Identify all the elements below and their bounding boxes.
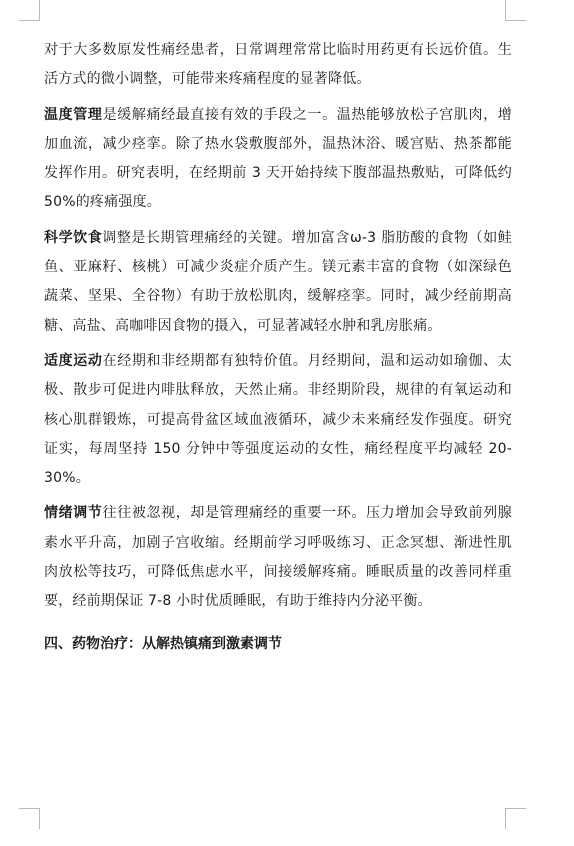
paragraph-lead: 科学饮食 (44, 229, 103, 246)
intro-paragraph (44, 36, 512, 95)
paragraph-lead: 适度运动 (44, 352, 103, 369)
section-heading: 四、药物治疗：从解热镇痛到激素调节 (44, 635, 282, 652)
paragraph-lead: 温度管理 (44, 106, 103, 123)
emotion-paragraph (44, 499, 512, 616)
paragraph-text: 对于大多数原发性痛经患者，日常调理常常比临时用药更有长远价值。生活方式的微小调整，可能带来疼痛程度的显著降低。 (44, 42, 512, 88)
paragraph-text: 调整是长期管理痛经的关键。增加富含ω-3 脂肪酸的食物（如鲑鱼、亚麻籽、核桃）可减少炎症介质产生。镁元素丰富的食物（如深绿色蔬菜、坚果、全谷物）有助于放松肌肉，缓解痉挛。同时，减少经前期高糖、高盐、高咖啡因食物的摄入，可显著减轻水肿和乳房胀痛。 (44, 229, 512, 334)
exercise-paragraph (44, 347, 512, 493)
diet-paragraph (44, 224, 512, 341)
paragraph-text: 往往被忽视，却是管理痛经的重要一环。压力增加会导致前列腺素水平升高，加剧子宫收缩。经期前学习呼吸练习、正念冥想、渐进性肌肉放松等技巧，可降低焦虑水平，间接缓解疼痛。睡眠质量的改善同样重要，经前期保证 7-8 小时优质睡眠，有助于维持内分泌平衡。 (44, 505, 512, 610)
document-body (44, 36, 512, 659)
page-corner-mark-bottom-left (19, 808, 40, 829)
page-corner-mark-top-right (505, 0, 526, 21)
paragraph-text: 在经期和非经期都有独特价值。月经期间，温和运动如瑜伽、太极、散步可促进内啡肽释放，天然止痛。非经期阶段，规律的有氧运动和核心肌群锻炼，可提高骨盆区域血液循环，减少未来痛经发作强度。研究证实，每周坚持 150 分钟中等强度运动的女性，痛经程度平均减轻 20-30%。 (44, 352, 512, 487)
page-corner-mark-bottom-right (505, 808, 526, 829)
paragraph-text: 是缓解痛经最直接有效的手段之一。温热能够放松子宫肌肉，增加血流，减少痉挛。除了热水袋敷腹部外，温热沐浴、暖宫贴、热茶都能发挥作用。研究表明，在经期前 3 天开始持续下腹部温热敷贴，可降低约 50%的疼痛强度。 (44, 106, 512, 211)
temperature-management-paragraph (44, 101, 512, 218)
page-corner-mark-top-left (19, 0, 40, 21)
paragraph-lead: 情绪调节 (44, 505, 103, 522)
